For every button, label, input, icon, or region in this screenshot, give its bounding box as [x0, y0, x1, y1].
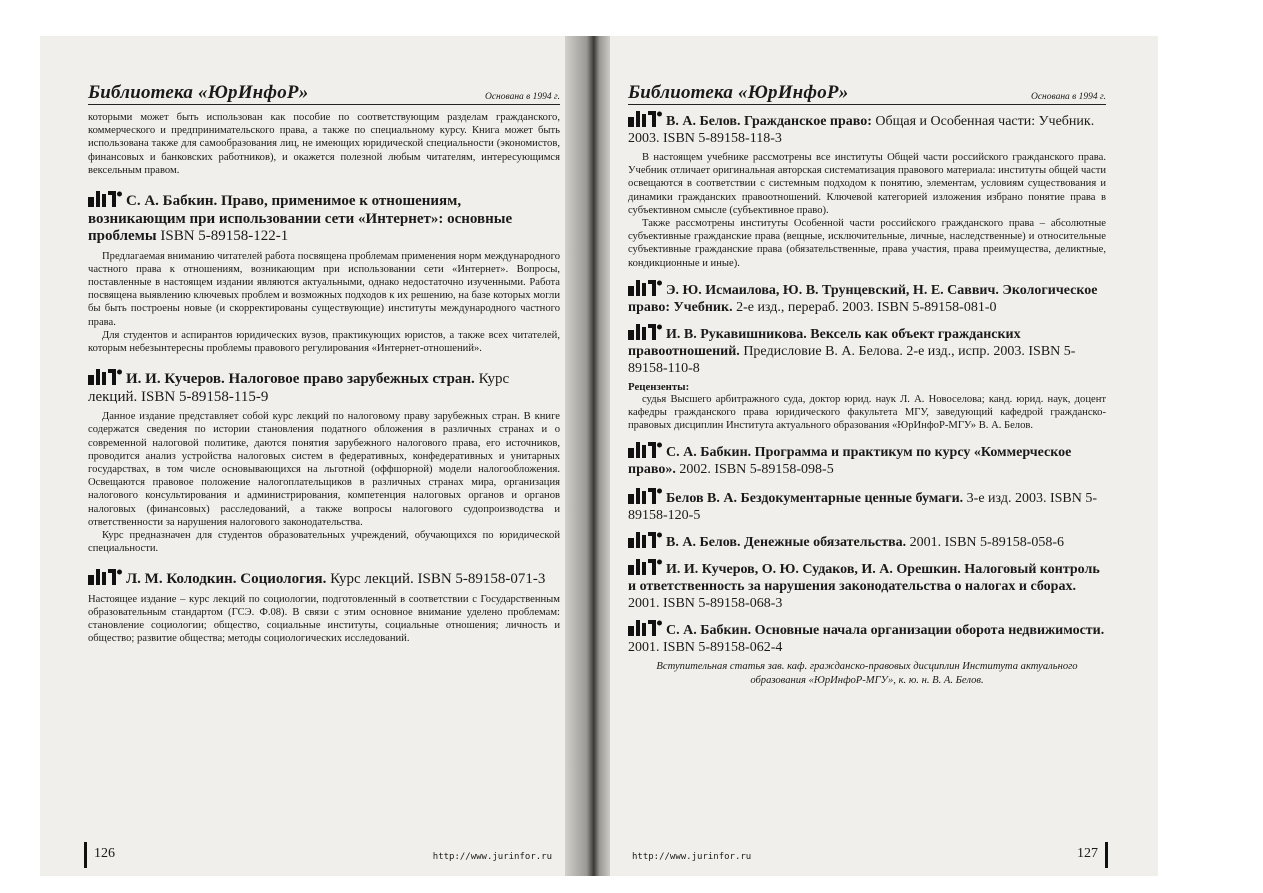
book-entry [88, 369, 560, 555]
entry-paragraph: Курс предназначен для студентов образовательных учреждений, обучающихся по юридической специальности. [88, 529, 560, 555]
entry-heading: И. И. Кучеров. Налоговое право зарубежных стран. [126, 371, 475, 388]
entry-heading: Э. Ю. Исмаилова, Ю. В. Трунцевский, Н. Е. Саввич. Экологическое право: Учебник. [628, 282, 1098, 315]
entry-subtitle: 2001. [628, 640, 660, 656]
isbn: ISBN 5-89158-062-4 [663, 640, 783, 656]
entry-heading: С. А. Бабкин. Программа и практикум по курсу «Коммерческое право». [628, 445, 1072, 478]
isbn: ISBN 5-89158-081-0 [877, 299, 997, 315]
entry-heading: И. В. Рукавишникова. Вексель как объект гражданских правоотношений. [628, 326, 1021, 359]
entry-paragraph: Также рассмотрены институты Особенной части российского гражданского права – абсолютные субъективные гражданские права (вещные, исключительные, личные, наследственные) и относительные субъективные гражданские права (обязательственные, права участия, права преимущества, деликтные, кондикционные и иные). [628, 218, 1106, 269]
library-name: Библиотека «ЮрИнфоР» [628, 82, 849, 103]
entry-heading: Белов В. А. Бездокументарные ценные бумаги. [666, 491, 964, 507]
book-entry [628, 532, 1106, 551]
entry-title [628, 442, 1106, 478]
entry-heading: В. А. Белов. Денежные обязательства. [666, 535, 907, 551]
book-entry [628, 620, 1106, 686]
jurinfor-logo-icon [628, 488, 662, 504]
book-entry [628, 280, 1106, 316]
entry-subtitle: 2002. [679, 462, 711, 478]
page-footer [610, 836, 1158, 876]
entry-title [88, 191, 560, 246]
founded-note: Основана в 1994 г. [484, 92, 560, 102]
page-header [88, 78, 560, 105]
jurinfor-logo-icon [628, 280, 662, 296]
entry-subtitle: 3-е изд. 2003. [966, 491, 1047, 507]
jurinfor-logo-icon [628, 559, 662, 575]
book-entry [628, 488, 1106, 524]
isbn: ISBN 5-89158-068-3 [663, 596, 783, 612]
page-footer [40, 836, 570, 876]
intro-text: которыми может быть использован как пособие по соответствующим разделам гражданского, коммерческого и предпринимательского права, а также по специальному курсу. Книга может быть использована также для самообразования лиц, не имеющих юридической специальности (экономистов, финансовых и банковских работников), и окажется полезной любым читателям, интересующимся вексельным правом. [88, 112, 560, 176]
entry-title [628, 111, 1106, 147]
entry-subtitle: 2001. [628, 596, 660, 612]
entry-title [628, 620, 1106, 656]
entry-subtitle: 2001. [909, 535, 942, 551]
jurinfor-logo-icon [628, 111, 662, 127]
jurinfor-logo-icon [628, 532, 662, 548]
entry-subtitle: 2-е изд., перераб. 2003. [736, 299, 874, 315]
entry-title [88, 569, 560, 589]
isbn: ISBN 5-89158-098-5 [714, 462, 834, 478]
entry-heading: С. А. Бабкин. Основные начала организации оборота недвижимости. [666, 623, 1105, 639]
isbn: ISBN 5-89158-115-9 [141, 388, 269, 405]
entry-title [628, 532, 1106, 551]
entry-heading: Л. М. Колодкин. Социология. [126, 571, 327, 588]
entry-subtitle: Курс лекций. [88, 371, 510, 405]
entry-paragraph: В настоящем учебнике рассмотрены все институты Общей части российского гражданского права. Учебник отличает оригинальная авторская систематизация правового материала: институты общей части освещаются в соответствии с системным подходом к понятию, элементам, условиям существования и динамики гражданских правоотношений. Ключевой категорией изложения избрано понятие права в субъективном смысле (субъективное право). [628, 152, 1106, 216]
book-entry [628, 324, 1106, 433]
entry-subtitle: Курс лекций. [330, 571, 414, 588]
book-gutter [565, 36, 613, 876]
footer-bar [84, 842, 87, 868]
entry-heading: И. И. Кучеров, О. Ю. Судаков, И. А. Орешкин. Налоговый контроль и ответственность за нарушения законодательства о налогах и сборах. [628, 562, 1100, 595]
entry-paragraph: Предлагаемая вниманию читателей работа посвящена проблемам применения норм международного частного права к отношениям, возникающим при использовании сети «Интернет». Вопросы, поставленные в настоящем издании являются актуальными, однако недостаточно изученными. Работа посвящена выявлению ключевых проблем и возможных подходов к их решению, на базе которых могли бы быть построены новые (и скорректированы существующие) институты международного частного права. [88, 250, 560, 328]
isbn: ISBN 5-89158-058-6 [944, 535, 1065, 551]
book-entry [88, 191, 560, 355]
isbn: ISBN 5-89158-118-3 [663, 131, 782, 146]
page-header [628, 78, 1106, 105]
entry-title [628, 559, 1106, 612]
left-page [40, 36, 570, 876]
reviewers-text: судья Высшего арбитражного суда, доктор юрид. наук Л. А. Новоселова; канд. юрид. наук, доцент кафедры гражданского права юридического факультета МГУ, заведующий кафедрой гражданско-правовых дисциплин Института актуального образования «ЮрИнфоР-МГУ» В. А. Белов. [628, 393, 1106, 432]
isbn: ISBN 5-89158-120-5 [628, 491, 1098, 524]
page-number: 126 [94, 846, 115, 861]
entry-title [628, 280, 1106, 316]
entry-heading: С. А. Бабкин. Право, применимое к отношениям, возникающим при использовании сети «Интернет»: основные проблемы [88, 193, 513, 245]
jurinfor-logo-icon [628, 620, 662, 636]
right-page [610, 36, 1158, 876]
entry-paragraph: Настоящее издание – курс лекций по социологии, подготовленный в соответствии с Государственным образовательным стандартом (ГСЭ. Ф.08). В связи с этим основное внимание уделено проблемам: становление социологии; общество, социальные институты, социальные отношения; личность и общество; развитие общества; методы социологических исследований. [88, 593, 560, 645]
isbn: ISBN 5-89158-122-1 [160, 228, 289, 245]
jurinfor-logo-icon [628, 442, 662, 458]
jurinfor-logo-icon [88, 369, 122, 385]
isbn: ISBN 5-89158-110-8 [628, 343, 1076, 376]
isbn: ISBN 5-89158-071-3 [417, 571, 546, 588]
book-entry [628, 111, 1106, 270]
entry-subtitle: Общая и Особенная части: Учебник. 2003. [628, 114, 1095, 146]
footer-bar [1105, 842, 1108, 868]
reviewers-label: Рецензенты: [628, 380, 690, 393]
entry-paragraph: Для студентов и аспирантов юридических вузов, практикующих юристов, а также всех читателей, которым небезынтересны проблемы правового регулирования «Интернет-отношений». [88, 329, 560, 354]
foreword-note: Вступительная статья зав. каф. гражданско-правовых дисциплин Института актуального образования «ЮрИнфоР-МГУ», к. ю. н. В. А. Белов. [656, 661, 1078, 686]
footer-url[interactable]: http://www.jurinfor.ru [632, 852, 752, 862]
library-name: Библиотека «ЮрИнфоР» [88, 82, 309, 103]
entry-heading: В. А. Белов. Гражданское право: [666, 114, 872, 129]
book-entry [88, 569, 560, 645]
jurinfor-logo-icon [88, 191, 122, 207]
page-number: 127 [1077, 846, 1098, 861]
entry-title [88, 369, 560, 406]
jurinfor-logo-icon [628, 324, 662, 340]
footer-url[interactable]: http://www.jurinfor.ru [432, 852, 552, 862]
entry-paragraph: Данное издание представляет собой курс лекций по налоговому праву зарубежных стран. В книге содержатся сведения по истории становления податного обложения в различных странах и о современной налоговой политике, даются понятия зарубежного налогового права, его источников, проводится анализ устройства налоговых систем в федеративных, конфедеративных и унитарных государствах, в том числе основывающихся на льготной (оффшорной) модели налогообложения. Освещаются правовое положение налогоплательщиков в различных странах мира, организация налогового консультирования и администрирования, компетенция налоговых органов и органов налоговых (финансовых) расследований, а также вопросы налогового судопроизводства и ответственности за нарушения налогового законодательства. [88, 411, 560, 528]
book-entry [628, 442, 1106, 478]
entry-title [628, 488, 1106, 524]
founded-note: Основана в 1994 г. [1030, 92, 1106, 102]
jurinfor-logo-icon [88, 569, 122, 585]
entry-subtitle: Предисловие В. А. Белова. 2-е изд., испр. 2003. [743, 343, 1025, 359]
entry-title [628, 324, 1106, 377]
book-entry [628, 559, 1106, 612]
